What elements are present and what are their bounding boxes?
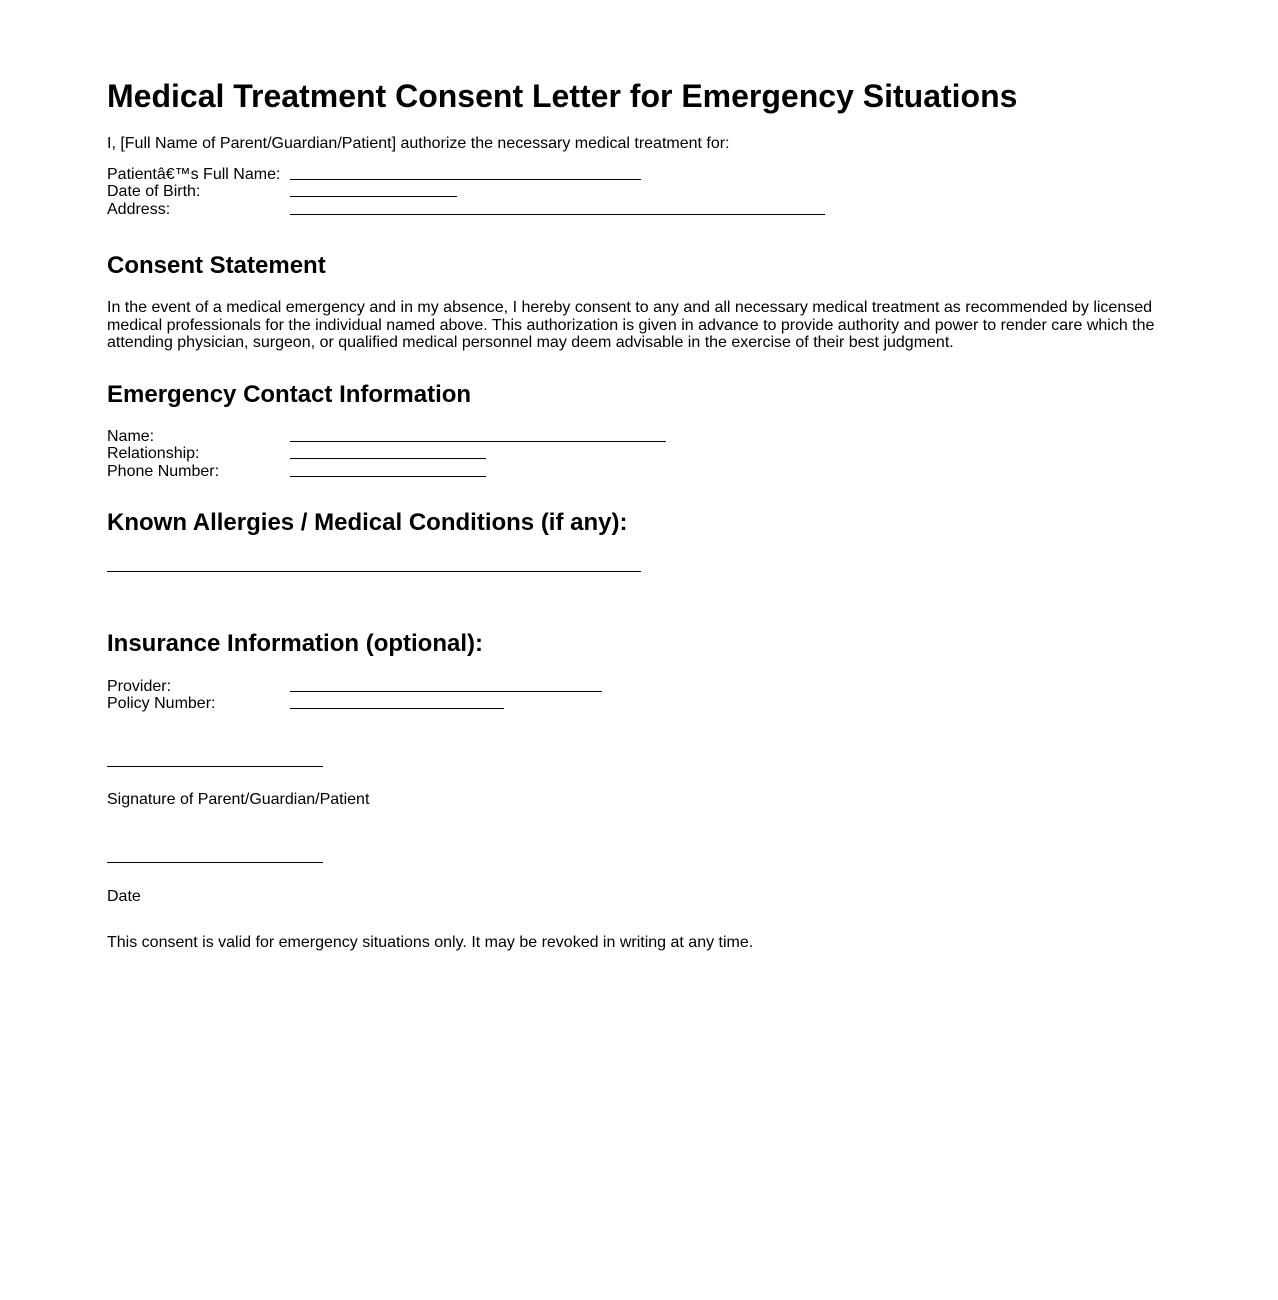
allergies-blank-line (107, 558, 641, 572)
phone-number-blank-line (290, 463, 486, 477)
insurance-heading: Insurance Information (optional): (107, 629, 483, 657)
date-of-birth-row (107, 183, 1171, 201)
emergency-name-blank-line (290, 428, 666, 442)
validity-note: This consent is valid for emergency situations only. It may be revoked in writing at any time. (107, 933, 754, 951)
allergies-blank-row (107, 555, 1171, 573)
insurance-fields-group (107, 678, 1171, 713)
address-label: Address: (107, 200, 171, 218)
address-row (107, 201, 1171, 219)
relationship-label: Relationship: (107, 445, 200, 462)
date-blank-row (107, 846, 1171, 864)
document-title: Medical Treatment Consent Letter for Emergency Situations (107, 78, 1018, 114)
emergency-contact-heading: Emergency Contact Information (107, 380, 472, 408)
phone-number-label: Phone Number: (107, 462, 220, 480)
consent-statement-heading: Consent Statement (107, 252, 326, 279)
consent-statement-body: In the event of a medical emergency and in my absence, I hereby consent to any and all necessary medical treatment as recommended by licensed medical professionals for the individual named above. This authorization is given in advance to provide authority and power to render care which the attending physician, surgeon, or qualified medical personnel may deem advisable in the exercise of their best judgment. (107, 299, 1155, 351)
provider-label: Provider: (107, 677, 172, 695)
signature-blank-row (107, 750, 1171, 768)
provider-blank-line (290, 678, 602, 692)
patient-fields-group (107, 166, 1171, 219)
patient-name-label: Patientâ€™s Full Name: (107, 165, 281, 183)
date-of-birth-label: Date of Birth: (107, 183, 201, 200)
policy-number-blank-line (290, 695, 504, 709)
relationship-row (107, 445, 1171, 463)
phone-number-row (107, 463, 1171, 481)
signature-label: Signature of Parent/Guardian/Patient (107, 791, 370, 808)
address-blank-line (290, 201, 825, 215)
relationship-blank-line (290, 445, 486, 459)
intro-line: I, [Full Name of Parent/Guardian/Patient] authorize the necessary medical treatment for: (107, 135, 730, 152)
patient-name-blank-line (290, 166, 641, 180)
date-label: Date (107, 888, 141, 905)
policy-number-row (107, 695, 1171, 713)
emergency-name-label: Name: (107, 427, 155, 445)
provider-row (107, 678, 1171, 696)
emergency-name-row (107, 428, 1171, 446)
policy-number-label: Policy Number: (107, 695, 216, 712)
emergency-contact-fields-group (107, 428, 1171, 481)
date-blank-line (107, 849, 323, 863)
patient-name-row (107, 166, 1171, 184)
allergies-heading: Known Allergies / Medical Conditions (if any): (107, 509, 628, 536)
date-of-birth-blank-line (290, 183, 457, 197)
signature-blank-line (107, 753, 323, 767)
